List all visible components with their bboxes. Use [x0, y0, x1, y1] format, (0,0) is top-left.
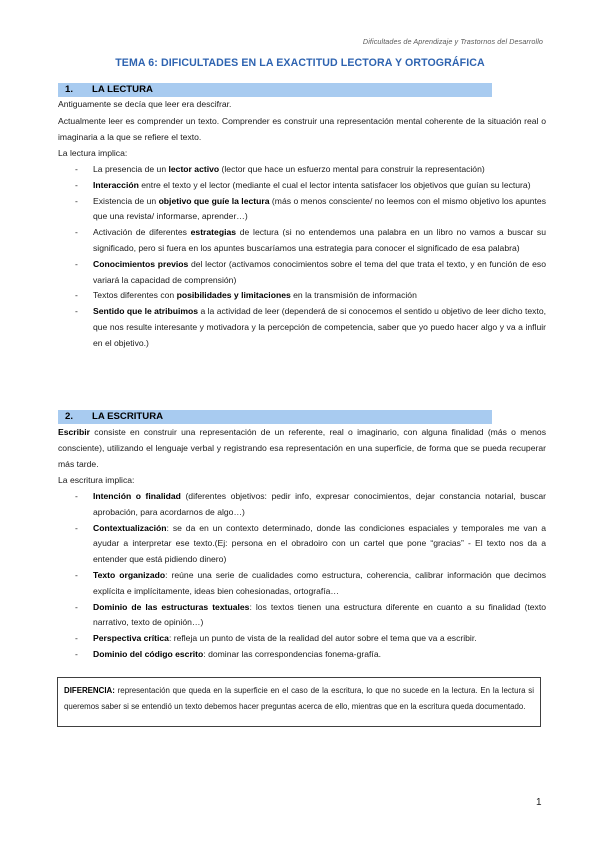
- note-label: DIFERENCIA:: [64, 686, 115, 695]
- list-item: - Interacción entre el texto y el lector (mediante el cual el lector intenta satisfacer los objetivos que guían su lectura): [75, 179, 531, 190]
- paragraph: Antiguamente se decía que leer era descifrar.: [58, 99, 232, 109]
- list-item: - Sentido que le atribuimos a la actividad de leer (dependerá de si conocemos el sentido u objetivo de leer dicho texto, que nos resulte interesante y motivadora y la percepción de competencia, saber que yo puedo hacer algo y va a influir en el objetivo.): [75, 306, 546, 348]
- list-item: - Intención o finalidad (diferentes objetivos: pedir info, expresar conocimientos, dejar constancia notarial, buscar aprobación, para acordarnos de algo…): [75, 491, 546, 517]
- list-item: - Dominio de las estructuras textuales: los textos tienen una estructura diferente en cuanto a su finalidad (texto narrativo, texto de opinión…): [75, 601, 546, 628]
- list-item: - Dominio del código escrito: dominar las correspondencias fonema-grafía.: [75, 648, 381, 659]
- list-item: - Perspectiva crítica: refleja un punto de vista de la realidad del autor sobre el tema que va a escribir.: [75, 633, 477, 644]
- page-title: TEMA 6: DIFICULTADES EN LA EXACTITUD LECTORA Y ORTOGRÁFICA: [115, 57, 485, 69]
- escritura-list: [58, 489, 546, 663]
- list-item: - La presencia de un lector activo (lector que hace un esfuerzo mental para construir la representación): [75, 164, 485, 174]
- section-title: LA LECTURA: [92, 84, 153, 95]
- section-number: 2.: [65, 411, 74, 422]
- paragraph-intro: La lectura implica:: [58, 148, 128, 158]
- running-header: Dificultades de Aprendizaje y Trastornos del Desarrollo: [362, 37, 543, 46]
- paragraph: Escribir consiste en construir una representación de un referente, real o imaginario, con alguna finalidad (más o menos consciente), utilizando el lenguaje verbal y registrando esa representación en una superficie, de forma que se pueda recuperar más tarde.: [58, 427, 546, 469]
- section-title: LA ESCRITURA: [92, 411, 164, 422]
- section-number: 1.: [65, 84, 74, 95]
- note-text: representación que queda en la superficie en el caso de la escritura, lo que no sucede en la lectura. En la lectura si queremos saber si se entendió un texto debemos hacer preguntas acerca de ello, mientras que en la escritura queda documentado.: [64, 686, 534, 711]
- section-heading-escritura: [58, 410, 492, 424]
- paragraph: Actualmente leer es comprender un texto. Comprender es construir una representación mental coherente de la situación real o imaginaria a la que se refiere el texto.: [58, 116, 546, 142]
- list-item: - Contextualización: se da en un contexto determinado, donde las condiciones espaciales y temporales me van a ayudar a interpretar ese texto.(Ej: persona en el obradoiro con un cartel que pone “gracias” - El texto nos da a entender que está pidiendo dinero): [75, 522, 546, 565]
- list-item: - Texto organizado: reúne una serie de cualidades como estructura, coherencia, calibrar información que decimos explícita e implícitamente, ideas bien cohesionadas, ortografía…: [75, 569, 546, 596]
- list-item: - Textos diferentes con posibilidades y limitaciones en la transmisión de información: [75, 290, 417, 301]
- lectura-list: [58, 162, 546, 352]
- list-item: - Activación de diferentes estrategias de lectura (si no entendemos una palabra en un libro no vamos a buscar su significado, pero si fuera en los apuntes buscaríamos una estrategia para conocer el significado de esa palabra): [75, 227, 546, 253]
- page-number: 1: [536, 797, 542, 808]
- list-item: - Existencia de un objetivo que guíe la lectura (más o menos consciente/ no leemos con el mismo objetivo los apuntes que una revista/ informarse, aprender…): [75, 195, 547, 222]
- section-heading-lectura: [58, 83, 492, 97]
- paragraph-intro: La escritura implica:: [58, 475, 135, 485]
- difference-note-box: [57, 677, 541, 727]
- list-item: - Conocimientos previos del lector (activamos conocimientos sobre el tema del que trata el texto, y en función de eso variará la capacidad de comprensión): [75, 258, 546, 285]
